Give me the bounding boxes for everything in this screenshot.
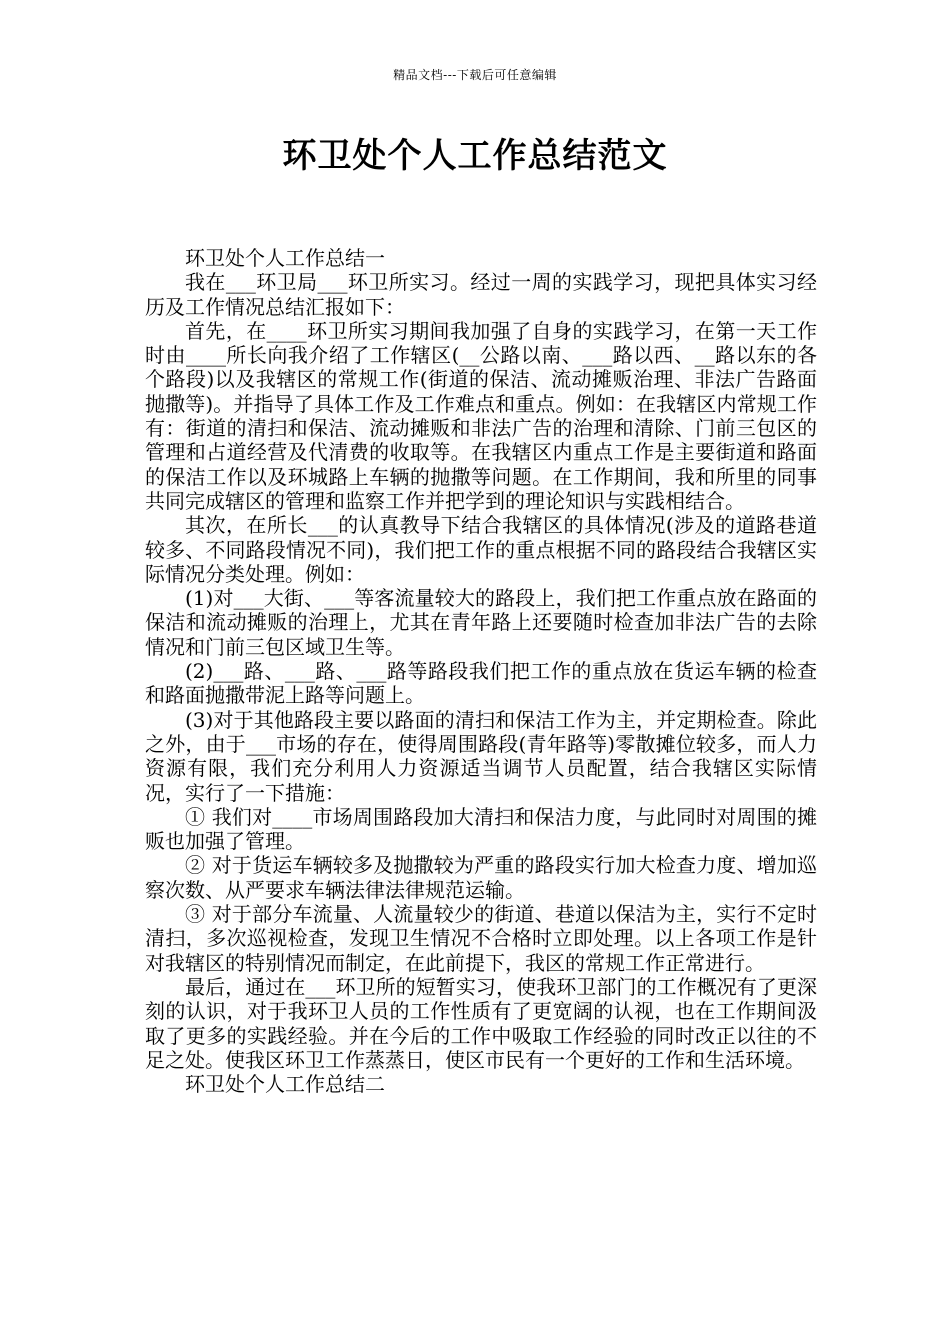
document-body (145, 246, 817, 1096)
section-heading-2: 环卫处个人工作总结二 (185, 1072, 385, 1097)
paragraph-measure-1: ① 我们对____市场周围路段加大清扫和保洁力度，与此同时对周围的摊贩也加强了管理。 (145, 804, 817, 854)
section-heading-1: 环卫处个人工作总结一 (185, 246, 385, 270)
document-title: 环卫处个人工作总结范文 (282, 136, 668, 176)
paragraph-intro: 我在___环卫局___环卫所实习。经过一周的实践学习，现把具体实习经历及工作情况总结汇报如下： (145, 270, 817, 319)
paragraph-second: 其次，在所长___的认真教导下结合我辖区的具体情况(涉及的道路巷道较多、不同路段情况不同)，我们把工作的重点根据不同的路段结合我辖区实际情况分类处理。例如： (145, 513, 817, 586)
paragraph-item-1: (1)对___大街、___等客流量较大的路段上，我们把工作重点放在路面的保洁和流动摊贩的治理上，尤其在青年路上还要随时检查加非法广告的去除情况和门前三包区域卫生等。 (145, 586, 817, 659)
header-note: 精品文档---下载后可任意编辑 (393, 68, 557, 82)
paragraph-item-2: (2)___路、___路、___路等路段我们把工作的重点放在货运车辆的检查和路面抛撒带泥上路等问题上。 (145, 659, 817, 708)
paragraph-final: 最后，通过在___环卫所的短暂实习，使我环卫部门的工作概况有了更深刻的认识，对于我环卫人员的工作性质有了更宽阔的认视，也在工作期间汲取了更多的实践经验。并在今后的工作中吸取工作经验的同时改正以往的不足之处。使我区环卫工作蒸蒸日，使区市民有一个更好的工作和生活环境。 (145, 974, 817, 1072)
paragraph-first: 首先，在____环卫所实习期间我加强了自身的实践学习，在第一天工作时由____所长向我介绍了工作辖区(__公路以南、___路以西、__路以东的各个路段)以及我辖区的常规工作(街道的保洁、流动摊贩治理、非法广告路面抛撒等)。并指导了具体工作及工作难点和重点。例如：在我辖区内常规工作有：街道的清扫和保洁、流动摊贩和非法广告的治理和清除、门前三包区的管理和占道经营及代清费的收取等。在我辖区内重点工作是主要街道和路面的保洁工作以及环城路上车辆的抛撒等问题。在工作期间，我和所里的同事共同完成辖区的管理和监察工作并把学到的理论知识与实践相结合。 (145, 318, 817, 513)
paragraph-measure-3: ③ 对于部分车流量、人流量较少的街道、巷道以保洁为主，实行不定时清扫，多次巡视检查，发现卫生情况不合格时立即处理。以上各项工作是针对我辖区的特别情况而制定，在此前提下，我区的常规工作正常进行。 (145, 902, 817, 975)
paragraph-measure-2: ② 对于货运车辆较多及抛撒较为严重的路段实行加大检查力度、增加巡察次数、从严要求车辆法律法律规范运输。 (145, 853, 817, 902)
paragraph-item-3: (3)对于其他路段主要以路面的清扫和保洁工作为主，并定期检查。除此之外，由于___市场的存在，使得周围路段(青年路等)零散摊位较多，而人力资源有限，我们充分利用人力资源适当调节人员配置，结合我辖区实际情况，实行了一下措施： (145, 707, 817, 805)
